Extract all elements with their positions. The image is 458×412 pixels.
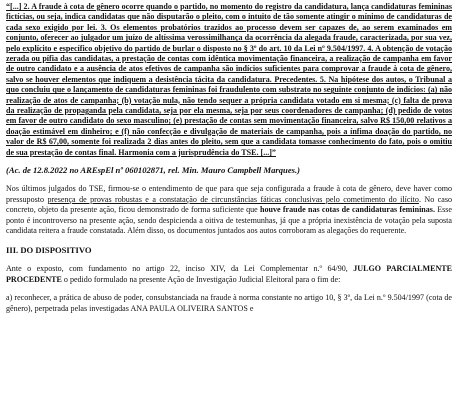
citation: (Ac. de 12.8.2022 no AREspEl nº 060102871, rel. Min. Mauro Campbell Marques.): [6, 165, 300, 176]
dispositivo-paragraph: [6, 264, 452, 285]
dispositivo-text-1: Ante o exposto, com fundamento no artigo 22, inciso XIV, da Lei Complementar n.º 64/90,: [6, 264, 354, 274]
analysis-paragraph: [6, 184, 452, 237]
analysis-text-underlined: presença de provas robustas e a constatação de circunstâncias fáticas conclusivas pelo cometimento do ilícito: [47, 194, 419, 204]
analysis-text-bold: houve fraude nas cotas de candidaturas femininas.: [260, 205, 435, 215]
dispositivo-text-2: o pedido formulado na presente Ação de Investigação Judicial Eleitoral para o fim de:: [61, 274, 341, 284]
dispositivo-verdict: JULGO PARCIALMENTE PROCEDENTE: [6, 264, 452, 284]
analysis-text-3: Esse ponto é incontroverso na presente ação, sendo despicienda a oitiva de testemunhas, já que a própria inexistência de votação pela suposta candidata reitera a fraude constatada. Além disso, os documentos juntados aos autos corroboram as alegações do requerente.: [6, 205, 452, 236]
section-heading: III. DO DISPOSITIVO: [6, 245, 92, 256]
analysis-text-2: . No caso concreto, objeto da presente ação, ficou demonstrado de forma suficiente que: [6, 194, 453, 215]
jurisprudence-quote: “[...] 2. A fraude à cota de gênero ocorre quando o partido, no momento do registro da candidatura, lança candidaturas femininas fictícias, ou seja, indica candidatas que não disputarão o pleito, com o intuito de tão somente atingir o mínimo de candidaturas de cada sexo exigido por lei. 3. Os elementos probatórios trazidos ao processo devem ser capazes de, ao serem examinados em conjunto, oferecer ao julgador um juízo de altíssima verossimilhança da ocorrência da alegada fraude, caracterizada, por sua vez, pelo explícito e específico objetivo do partido de burlar o disposto no § 3º do art. 10 da Lei nº 9.504/1997. 4. A obtenção de votação zerada ou pífia das candidatas, a prestação de contas com idêntica movimentação financeira, a realização de campanha em favor de outro candidato e a ausência de atos efetivos de campanha são indícios suficientes para comprovar a fraude à cota de gênero, salvo se houver elementos que indiquem a desistência tácita da candidatura. Precedentes. 5. Na hipótese dos autos, o Tribunal a quo concluiu que o lançamento de candidaturas femininas foi fraudulento com substrato no seguinte conjunto de indícios: (a) não realização de atos de campanha; (b) votação nula, não tendo sequer a própria candidata votado em si mesma; (c) falta de prova da realização de propaganda pela candidata, seja por ela mesma, seja por seus coordenadores de campanha; (d) pedido de votos em favor de outro candidato do sexo masculino; (e) prestação de contas sem movimentação financeira, salvo R$ 150,00 relativos a doação estimável em dinheiro; e (f) não confecção e divulgação de materiais de campanha, pois a ínfima doação do partido, no valor de R$ 67,00, somente foi realizada 2 dias antes do pleito, sem que a candidata tomasse conhecimento do fato, pois o omitiu de sua prestação de contas final. Harmonia com a jurisprudência do TSE. [...]”: [6, 2, 452, 157]
item-a: a) reconhecer, a prática de abuso de poder, consubstanciada na fraude à norma constante no artigo 10, § 3º, da Lei n.º 9.504/1997 (cota de gênero), perpetrada pelas investigadas ANA PAULA OLIVEIRA SANTOS e: [6, 293, 452, 313]
analysis-text-1: Nos últimos julgados do TSE, firmou-se o entendimento de que para que seja configurada a fraude à cota de gênero, deve haver como pressuposto: [6, 184, 452, 204]
